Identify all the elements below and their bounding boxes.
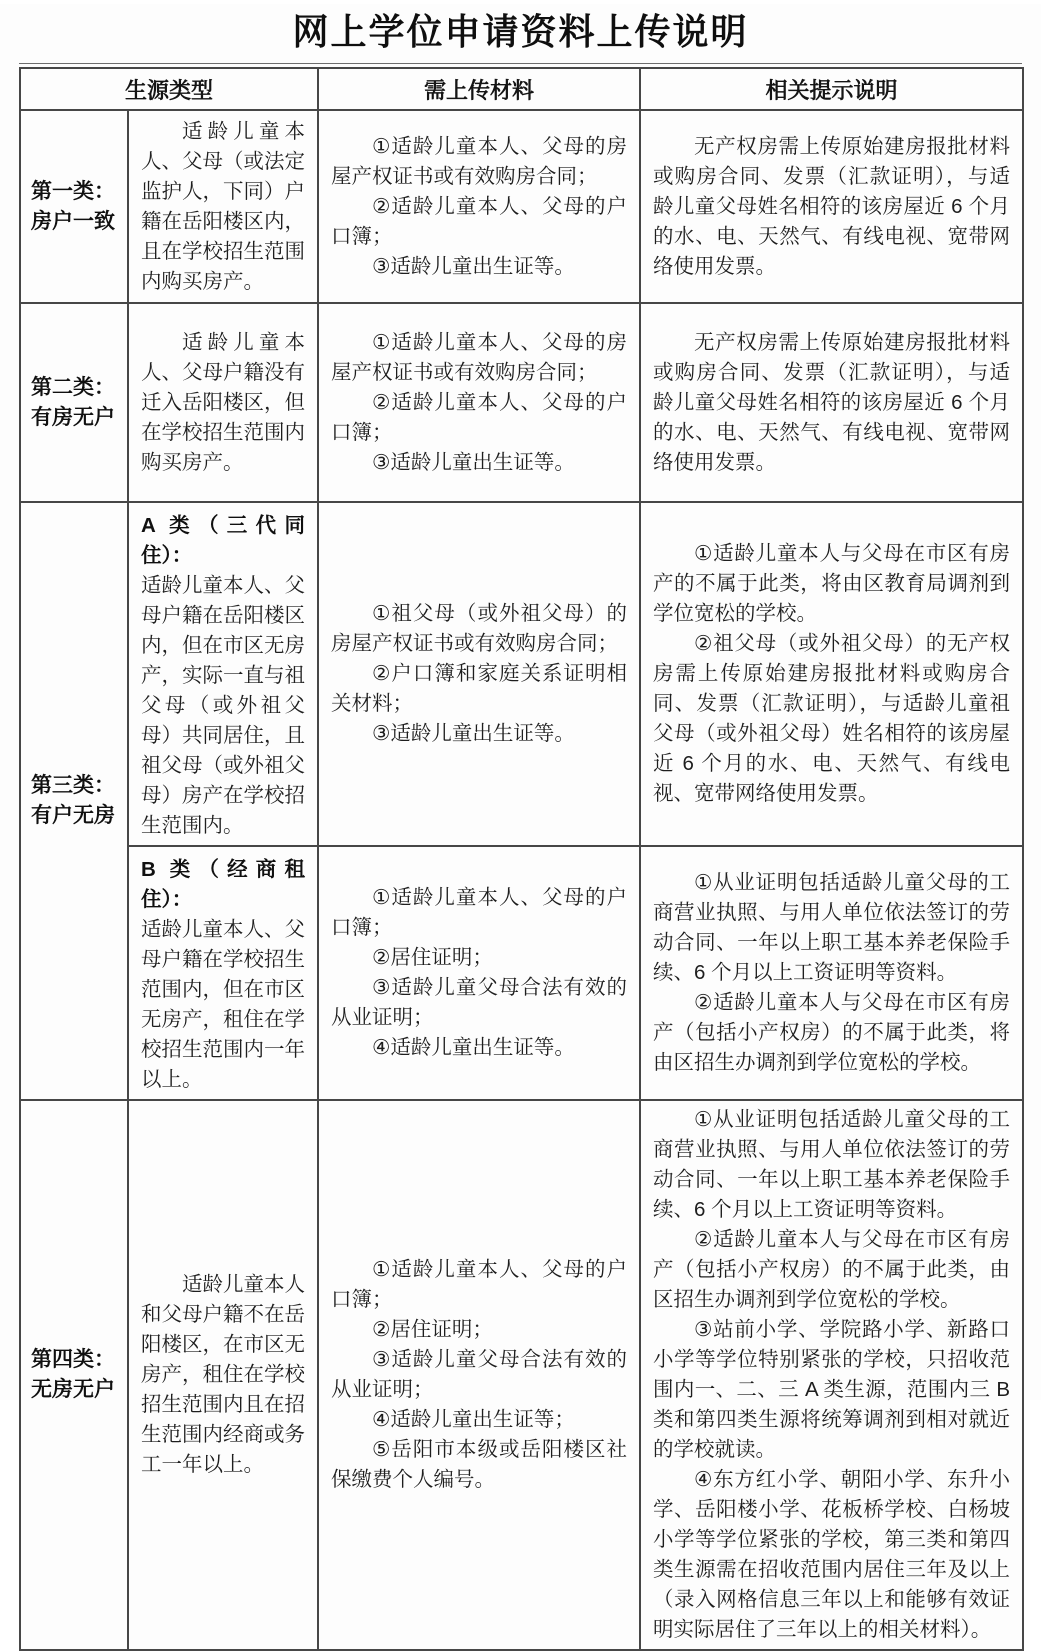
subcategory-a-label: A 类（三代同住）： xyxy=(141,514,306,567)
category3b-tips-cell xyxy=(640,846,1023,1100)
material-item: ③适龄儿童出生证等。 xyxy=(372,254,575,278)
category3b-materials-cell xyxy=(318,846,640,1100)
category1-description-cell xyxy=(128,110,318,303)
category1-tips-cell xyxy=(640,110,1023,303)
col-header-student-source-type: 生源类型 xyxy=(20,68,318,110)
material-item: ①适龄儿童本人、父母的房屋产权证书或有效购房合同； xyxy=(331,134,628,188)
header-row xyxy=(20,68,1023,110)
description-paragraph: 适龄儿童本人和父母户籍不在岳阳楼区，在市区无房产，租住在学校招生范围内且在招生范围内经商或务工一年以上。 xyxy=(141,1273,306,1476)
table-row-category1 xyxy=(20,110,1023,303)
page-title: 网上学位申请资料上传说明 xyxy=(292,11,749,52)
document-page xyxy=(0,4,1041,1641)
table-wrapper xyxy=(19,63,1022,1651)
category3-label: 第三类： 有户无房 xyxy=(20,502,128,1100)
material-item: ③适龄儿童父母合法有效的从业证明； xyxy=(331,976,628,1029)
description-paragraph: 适龄儿童本人、父母户籍在岳阳楼区内，但在市区无房产，实际一直与祖父母（或外祖父母）共同居住，且祖父母（或外祖父母）房产在学校招生范围内。 xyxy=(141,574,306,837)
material-item: ②居住证明； xyxy=(372,946,493,969)
material-item: ③适龄儿童出生证等。 xyxy=(372,450,575,474)
description-paragraph: 适龄儿童本人、父母户籍没有迁入岳阳楼区，但在学校招生范围内购买房产。 xyxy=(141,330,306,474)
material-item: ⑤岳阳市本级或岳阳楼区社保缴费个人编号。 xyxy=(331,1438,628,1491)
material-item: ②适龄儿童本人、父母的户口簿； xyxy=(331,390,628,444)
upload-instructions-table xyxy=(19,67,1024,1651)
tip-paragraph: ②适龄儿童本人与父母在市区有房产（包括小产权房）的不属于此类，由区招生办调剂到学位宽松的学校。 xyxy=(653,1228,1011,1311)
tip-paragraph: ①适龄儿童本人与父母在市区有房产的不属于此类，将由区教育局调剂到学位宽松的学校。 xyxy=(653,542,1011,625)
material-item: ②户口簿和家庭关系证明相关材料； xyxy=(331,662,628,715)
material-item: ①适龄儿童本人、父母的户口簿； xyxy=(331,886,628,939)
col-header-materials: 需上传材料 xyxy=(318,68,640,110)
tip-paragraph: 无产权房需上传原始建房报批材料或购房合同、发票（汇款证明），与适龄儿童父母姓名相符的该房屋近 6 个月的水、电、天然气、有线电视、宽带网络使用发票。 xyxy=(653,330,1011,474)
category4-description-cell xyxy=(128,1100,318,1650)
tip-paragraph: ③站前小学、学院路小学、新路口小学等学位特别紧张的学校，只招收范围内一、二、三 A 类生源，范围内三 B 类和第四类生源将统筹调剂到相对就近的学校就读。 xyxy=(653,1318,1011,1461)
tip-paragraph: 无产权房需上传原始建房报批材料或购房合同、发票（汇款证明），与适龄儿童父母姓名相符的该房屋近 6 个月的水、电、天然气、有线电视、宽带网络使用发票。 xyxy=(653,134,1011,278)
material-item: ③适龄儿童父母合法有效的从业证明； xyxy=(331,1348,628,1401)
tip-paragraph: ②适龄儿童本人与父母在市区有房产（包括小产权房）的不属于此类，将由区招生办调剂到学位宽松的学校。 xyxy=(653,991,1011,1074)
tip-paragraph: ④东方红小学、朝阳小学、东升小学、岳阳楼小学、花板桥学校、白杨坡小学等学位紧张的学校，第三类和第四类生源需在招收范围内居住三年及以上（录入网格信息三年以上和能够有效证明实际居住了三年以上的相关材料）。 xyxy=(653,1468,1011,1641)
category2-description-cell xyxy=(128,303,318,502)
material-item: ②居住证明； xyxy=(372,1318,493,1341)
tip-paragraph: ②祖父母（或外祖父母）的无产权房需上传原始建房报批材料或购房合同、发票（汇款证明），与适龄儿童祖父母（或外祖父母）姓名相符的该房屋近 6 个月的水、电、天然气、有线电视、宽带网络使用发票。 xyxy=(653,632,1011,805)
category4-tips-cell xyxy=(640,1100,1023,1650)
material-item: ④适龄儿童出生证等； xyxy=(372,1408,575,1431)
description-paragraph: 适龄儿童本人、父母（或法定监护人，下同）户籍在岳阳楼区内，且在学校招生范围内购买房产。 xyxy=(141,119,306,293)
table-row-category3-subA xyxy=(20,502,1023,846)
category3a-tips-cell xyxy=(640,502,1023,846)
category2-label: 第二类： 有房无户 xyxy=(20,303,128,502)
category4-label: 第四类： 无房无户 xyxy=(20,1100,128,1650)
material-item: ④适龄儿童出生证等。 xyxy=(372,1036,575,1059)
category3a-materials-cell xyxy=(318,502,640,846)
material-item: ②适龄儿童本人、父母的户口簿； xyxy=(331,194,628,248)
tip-paragraph: ①从业证明包括适龄儿童父母的工商营业执照、与用人单位依法签订的劳动合同、一年以上职工基本养老保险手续、6 个月以上工资证明等资料。 xyxy=(653,871,1011,984)
category4-materials-cell xyxy=(318,1100,640,1650)
table-row-category2 xyxy=(20,303,1023,502)
subcategory-b-label: B 类（经商租住）： xyxy=(141,858,306,911)
col-header-tips: 相关提示说明 xyxy=(640,68,1023,110)
tip-paragraph: ①从业证明包括适龄儿童父母的工商营业执照、与用人单位依法签订的劳动合同、一年以上职工基本养老保险手续、6 个月以上工资证明等资料。 xyxy=(653,1108,1011,1221)
category2-materials-cell xyxy=(318,303,640,502)
category1-label: 第一类： 房户一致 xyxy=(20,110,128,303)
table-row-category4 xyxy=(20,1100,1023,1650)
material-item: ①适龄儿童本人、父母的房屋产权证书或有效购房合同； xyxy=(331,330,628,384)
category2-tips-cell xyxy=(640,303,1023,502)
description-paragraph: 适龄儿童本人、父母户籍在学校招生范围内，但在市区无房产，租住在学校招生范围内一年以上。 xyxy=(141,918,306,1091)
table-row-category3-subB xyxy=(20,846,1023,1100)
material-item: ①适龄儿童本人、父母的户口簿； xyxy=(331,1258,628,1311)
material-item: ①祖父母（或外祖父母）的房屋产权证书或有效购房合同； xyxy=(331,602,628,655)
category3a-description-cell xyxy=(128,502,318,846)
material-item: ③适龄儿童出生证等。 xyxy=(372,722,575,745)
category3b-description-cell xyxy=(128,846,318,1100)
category1-materials-cell xyxy=(318,110,640,303)
